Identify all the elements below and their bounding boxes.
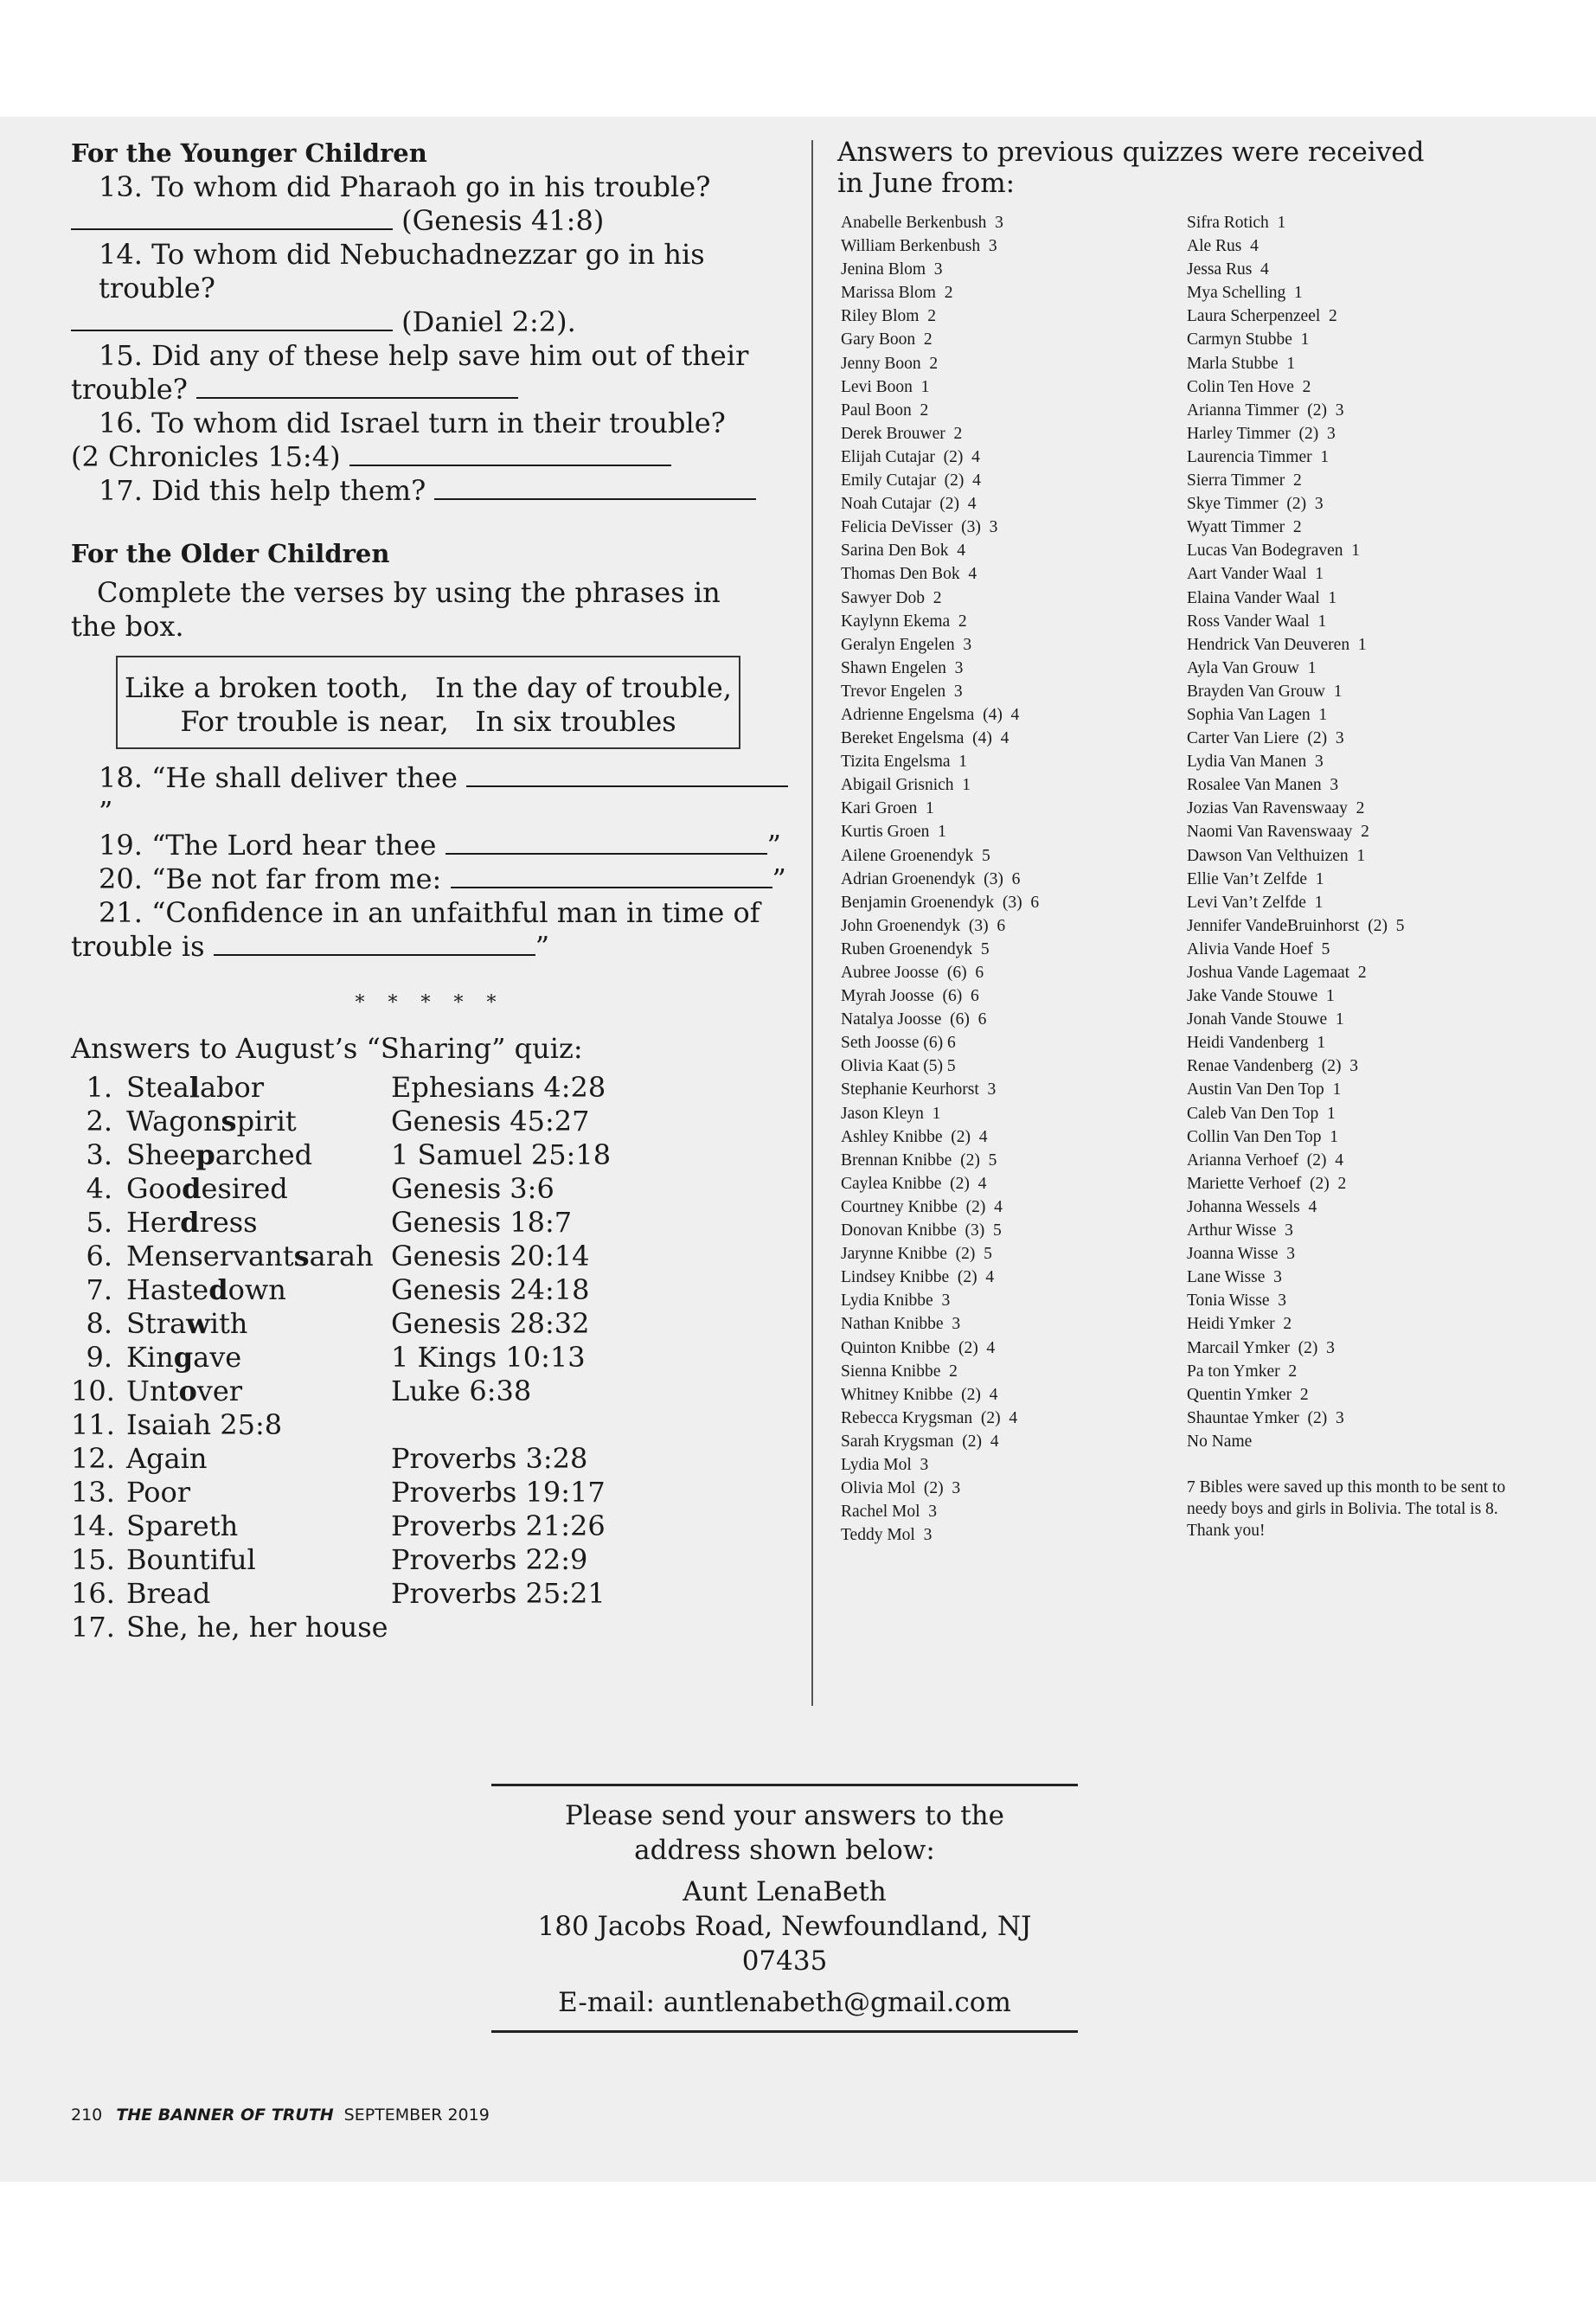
name-entry: Lydia Mol 3 bbox=[841, 1455, 929, 1474]
name-entry: Harley Timmer (2) 3 bbox=[1187, 424, 1336, 443]
answer-word: Poor bbox=[126, 1476, 191, 1509]
answer-reference: Ephesians 4:28 bbox=[391, 1071, 606, 1104]
name-entry: Paul Boon 2 bbox=[841, 401, 929, 420]
question-14 bbox=[71, 238, 789, 305]
name-entry: Adrienne Engelsma (4) 4 bbox=[841, 705, 1020, 724]
answer-reference: Genesis 18:7 bbox=[391, 1206, 573, 1239]
name-entry: Lydia Knibbe 3 bbox=[841, 1292, 951, 1311]
question-13-text: 13. To whom did Pharaoh go in his trouble? bbox=[99, 170, 711, 203]
name-entry: Abigail Grisnich 1 bbox=[841, 776, 971, 795]
question-16-text: 16. To whom did Israel turn in their trouble? bbox=[99, 407, 726, 439]
question-17 bbox=[71, 474, 789, 508]
phrase-box-line2: For trouble is near, In six troubles bbox=[180, 705, 676, 738]
answer-word: Stealabor bbox=[126, 1071, 265, 1104]
left-column bbox=[71, 137, 789, 1644]
name-entry: Carter Van Liere (2) 3 bbox=[1187, 729, 1344, 748]
answer-row bbox=[71, 1071, 789, 1105]
name-entry: Ross Vander Waal 1 bbox=[1187, 612, 1327, 631]
phrase-box-line1: Like a broken tooth, In the day of trouble, bbox=[125, 671, 732, 704]
name-entry: Kurtis Groen 1 bbox=[841, 823, 946, 842]
answer-row bbox=[71, 1476, 789, 1509]
question-18 bbox=[71, 761, 789, 829]
question-21-text: 21. “Confidence in an unfaithful man in time of bbox=[99, 896, 760, 929]
name-entry: Mariette Verhoef (2) 2 bbox=[1187, 1174, 1347, 1193]
name-entry: Naomi Van Ravenswaay 2 bbox=[1187, 823, 1369, 842]
answer-row bbox=[71, 1138, 789, 1172]
name-entry: No Name bbox=[1187, 1432, 1253, 1451]
close-quote: ” bbox=[535, 930, 550, 963]
answer-reference: 1 Kings 10:13 bbox=[391, 1341, 586, 1374]
answer-number: 10. bbox=[71, 1375, 115, 1407]
name-entry: Tizita Engelsma 1 bbox=[841, 753, 968, 772]
name-entry: Rosalee Van Manen 3 bbox=[1187, 776, 1339, 795]
name-entry: Heidi Vandenberg 1 bbox=[1187, 1034, 1326, 1053]
answer-row bbox=[71, 1442, 789, 1476]
name-entry: Lane Wisse 3 bbox=[1187, 1268, 1282, 1287]
answer-number: 3. bbox=[86, 1138, 112, 1171]
name-entry: Whitney Knibbe (2) 4 bbox=[841, 1385, 998, 1404]
name-entry: Lindsey Knibbe (2) 4 bbox=[841, 1268, 995, 1287]
issue-date: SEPTEMBER 2019 bbox=[343, 2106, 490, 2125]
name-entry: Ale Rus 4 bbox=[1187, 237, 1259, 256]
answer-number: 6. bbox=[86, 1240, 112, 1272]
names-column-2 bbox=[1187, 211, 1524, 1541]
answer-blank[interactable] bbox=[349, 444, 671, 466]
answer-number: 13. bbox=[71, 1476, 115, 1509]
name-entry: Quinton Knibbe (2) 4 bbox=[841, 1338, 996, 1357]
answer-reference: Proverbs 22:9 bbox=[391, 1543, 588, 1576]
older-heading: For the Older Children bbox=[71, 539, 390, 568]
name-entry: Hendrick Van Deuveren 1 bbox=[1187, 635, 1367, 654]
name-entry: Natalya Joosse (6) 6 bbox=[841, 1010, 987, 1029]
answer-number: 15. bbox=[71, 1543, 115, 1576]
name-entry: Jason Kleyn 1 bbox=[841, 1104, 941, 1123]
name-entry: Gary Boon 2 bbox=[841, 330, 933, 349]
answer-blank[interactable] bbox=[445, 832, 767, 855]
name-entry: Alivia Vande Hoef 5 bbox=[1187, 939, 1330, 958]
answer-word: Herdress bbox=[126, 1206, 258, 1239]
name-entry: Elaina Vander Waal 1 bbox=[1187, 588, 1337, 607]
question-13-answer bbox=[71, 204, 789, 238]
name-entry: Jenina Blom 3 bbox=[841, 260, 943, 279]
name-entry: Sawyer Dob 2 bbox=[841, 588, 942, 607]
question-13-ref: (Genesis 41:8) bbox=[401, 204, 605, 237]
answer-blank[interactable] bbox=[466, 765, 788, 787]
footer-line1: Please send your answers to the bbox=[564, 1800, 1004, 1831]
name-entry: Jozias Van Ravenswaay 2 bbox=[1187, 799, 1365, 818]
answer-number: 16. bbox=[71, 1577, 115, 1610]
received-heading-line2: in June from: bbox=[837, 168, 1016, 199]
name-entry: Donovan Knibbe (3) 5 bbox=[841, 1221, 1002, 1240]
name-entry: Seth Joosse (6) 6 bbox=[841, 1034, 956, 1053]
question-15 bbox=[71, 339, 789, 373]
name-entry: Caylea Knibbe (2) 4 bbox=[841, 1174, 987, 1193]
name-entry: Austin Van Den Top 1 bbox=[1187, 1080, 1342, 1099]
question-14-ref: (Daniel 2:2). bbox=[401, 305, 576, 338]
question-14-text: 14. To whom did Nebuchadnezzar go in his trouble? bbox=[99, 238, 705, 304]
question-14-answer bbox=[71, 305, 789, 339]
question-19-text: 19. “The Lord hear thee bbox=[99, 829, 437, 862]
name-entry: Levi Boon 1 bbox=[841, 377, 930, 396]
name-entry: Arianna Timmer (2) 3 bbox=[1187, 401, 1344, 420]
answer-word: Bountiful bbox=[126, 1543, 256, 1576]
answer-row bbox=[71, 1611, 789, 1644]
answer-row bbox=[71, 1240, 789, 1273]
close-quote: ” bbox=[99, 795, 113, 828]
name-entry: Quentin Ymker 2 bbox=[1187, 1385, 1309, 1404]
name-entry: Emily Cutajar (2) 4 bbox=[841, 471, 981, 490]
names-column-1 bbox=[841, 211, 1178, 1547]
page-footer bbox=[71, 2106, 490, 2125]
name-entry: Aubree Joosse (6) 6 bbox=[841, 964, 984, 982]
name-entry: Brayden Van Grouw 1 bbox=[1187, 682, 1343, 701]
answers-list bbox=[71, 1071, 789, 1644]
answer-word: Sheeparched bbox=[126, 1138, 313, 1171]
question-16-ref: (2 Chronicles 15:4) bbox=[71, 440, 341, 473]
answer-blank[interactable] bbox=[451, 866, 772, 888]
send-answers-text bbox=[491, 1786, 1078, 2030]
answer-word: Kingave bbox=[126, 1341, 242, 1374]
name-entry: Adrian Groenendyk (3) 6 bbox=[841, 869, 1021, 888]
name-entry: Olivia Kaat (5) 5 bbox=[841, 1057, 956, 1076]
name-entry: Nathan Knibbe 3 bbox=[841, 1315, 961, 1334]
name-entry: Noah Cutajar (2) 4 bbox=[841, 495, 977, 514]
question-17-text: 17. Did this help them? bbox=[99, 474, 426, 507]
name-entry: Shawn Engelen 3 bbox=[841, 658, 964, 677]
answer-row bbox=[71, 1577, 789, 1611]
name-entry: Wyatt Timmer 2 bbox=[1187, 518, 1302, 537]
name-entry: Sienna Knibbe 2 bbox=[841, 1362, 958, 1381]
name-entry: Heidi Ymker 2 bbox=[1187, 1315, 1292, 1334]
answer-word: Goodesired bbox=[126, 1172, 288, 1205]
answer-number: 5. bbox=[86, 1206, 112, 1239]
name-entry: Sarina Den Bok 4 bbox=[841, 542, 966, 561]
name-entry: Ailene Groenendyk 5 bbox=[841, 846, 990, 865]
name-entry: Olivia Mol (2) 3 bbox=[841, 1479, 961, 1498]
name-entry: Laurencia Timmer 1 bbox=[1187, 447, 1330, 466]
name-entry: Ayla Van Grouw 1 bbox=[1187, 658, 1317, 677]
name-entry: Tonia Wisse 3 bbox=[1187, 1292, 1287, 1311]
answer-word: Strawith bbox=[126, 1307, 248, 1340]
close-quote: ” bbox=[772, 862, 786, 895]
name-entry: William Berkenbush 3 bbox=[841, 237, 997, 256]
answer-word: Untover bbox=[126, 1375, 243, 1407]
answer-blank[interactable] bbox=[434, 478, 756, 500]
magazine-title: THE BANNER OF TRUTH bbox=[116, 2106, 334, 2125]
name-entry: Kari Groen 1 bbox=[841, 799, 934, 818]
footer-name: Aunt LenaBeth bbox=[683, 1876, 887, 1907]
question-16-answer bbox=[71, 440, 789, 474]
name-entry: Ashley Knibbe (2) 4 bbox=[841, 1127, 988, 1146]
answer-row bbox=[71, 1273, 789, 1307]
name-entry: Bereket Engelsma (4) 4 bbox=[841, 729, 1010, 748]
answer-reference bbox=[391, 1611, 789, 1644]
bottom-rule bbox=[491, 2030, 1078, 2033]
older-intro-line1: Complete the verses by using the phrases in bbox=[97, 576, 721, 609]
name-entry: Colin Ten Hove 2 bbox=[1187, 377, 1311, 396]
answer-word: Bread bbox=[126, 1577, 211, 1610]
answer-reference: Proverbs 25:21 bbox=[391, 1577, 606, 1610]
name-entry: Dawson Van Velthuizen 1 bbox=[1187, 846, 1366, 865]
name-entry: Mya Schelling 1 bbox=[1187, 284, 1303, 303]
answer-blank[interactable] bbox=[71, 309, 393, 331]
name-entry: Sophia Van Lagen 1 bbox=[1187, 705, 1328, 724]
name-entry: Renae Vandenberg (2) 3 bbox=[1187, 1057, 1359, 1076]
footer-address: 180 Jacobs Road, Newfoundland, NJ 07435 bbox=[537, 1911, 1032, 1977]
answer-number: 2. bbox=[86, 1105, 112, 1138]
name-entry: Geralyn Engelen 3 bbox=[841, 635, 972, 654]
answer-reference: Luke 6:38 bbox=[391, 1375, 532, 1407]
answer-reference: Genesis 20:14 bbox=[391, 1240, 590, 1272]
name-entry: Ellie Van’t Zelfde 1 bbox=[1187, 869, 1324, 888]
answer-reference: Genesis 3:6 bbox=[391, 1172, 554, 1205]
question-20-text: 20. “Be not far from me: bbox=[99, 862, 442, 895]
name-entry: Sierra Timmer 2 bbox=[1187, 471, 1302, 490]
column-divider bbox=[811, 140, 813, 1706]
question-21 bbox=[71, 896, 789, 930]
name-entry: Rachel Mol 3 bbox=[841, 1503, 938, 1522]
name-entry: Stephanie Keurhorst 3 bbox=[841, 1080, 997, 1099]
name-entry: Joshua Vande Lagemaat 2 bbox=[1187, 964, 1367, 982]
name-entry: Laura Scherpenzeel 2 bbox=[1187, 307, 1337, 326]
answer-number: 17. bbox=[71, 1611, 115, 1644]
answer-row bbox=[71, 1105, 789, 1138]
question-15-text-2: trouble? bbox=[71, 373, 188, 406]
name-entry: Jarynne Knibbe (2) 5 bbox=[841, 1245, 992, 1264]
footer-email[interactable]: E-mail: auntlenabeth@gmail.com bbox=[558, 1987, 1011, 2018]
answer-reference: Proverbs 3:28 bbox=[391, 1442, 588, 1475]
phrase-box bbox=[116, 656, 740, 749]
answer-row bbox=[71, 1408, 789, 1442]
answer-reference: Genesis 24:18 bbox=[391, 1273, 590, 1306]
name-entry: Levi Van’t Zelfde 1 bbox=[1187, 893, 1324, 912]
name-entry: Jenny Boon 2 bbox=[841, 354, 939, 373]
answer-reference: 1 Samuel 25:18 bbox=[391, 1138, 612, 1171]
bibles-note: 7 Bibles were saved up this month to be sent to needy boys and girls in Bolivia. The total is 8. Thank you! bbox=[1187, 1477, 1506, 1540]
name-entry: Jake Vande Stouwe 1 bbox=[1187, 987, 1335, 1006]
answer-blank[interactable] bbox=[71, 208, 393, 230]
name-entry: Pa ton Ymker 2 bbox=[1187, 1362, 1298, 1381]
answer-number: 9. bbox=[86, 1341, 112, 1374]
question-20 bbox=[71, 862, 789, 896]
question-15-text: 15. Did any of these help save him out of their bbox=[99, 339, 749, 372]
name-entry: Sarah Krygsman (2) 4 bbox=[841, 1432, 999, 1451]
name-entry: Kaylynn Ekema 2 bbox=[841, 612, 967, 631]
section-separator: * * * * * bbox=[355, 992, 505, 1014]
name-entry: Marcail Ymker (2) 3 bbox=[1187, 1338, 1335, 1357]
answer-reference bbox=[391, 1408, 789, 1442]
answer-number: 4. bbox=[86, 1172, 112, 1205]
question-19 bbox=[71, 829, 789, 862]
name-entry: Arianna Verhoef (2) 4 bbox=[1187, 1150, 1344, 1170]
name-entry: Johanna Wessels 4 bbox=[1187, 1197, 1317, 1216]
younger-heading: For the Younger Children bbox=[71, 138, 427, 168]
name-entry: Caleb Van Den Top 1 bbox=[1187, 1104, 1336, 1123]
name-entry: Collin Van Den Top 1 bbox=[1187, 1127, 1339, 1146]
received-heading-line1: Answers to previous quizzes were received bbox=[837, 137, 1425, 168]
name-entry: Rebecca Krygsman (2) 4 bbox=[841, 1408, 1018, 1427]
answer-row bbox=[71, 1206, 789, 1240]
answer-row bbox=[71, 1375, 789, 1408]
name-entry: Courtney Knibbe (2) 4 bbox=[841, 1197, 1003, 1216]
name-entry: Lydia Van Manen 3 bbox=[1187, 753, 1324, 772]
answer-number: 14. bbox=[71, 1509, 115, 1542]
page-number: 210 bbox=[71, 2106, 103, 2125]
answer-word: Hastedown bbox=[126, 1273, 286, 1306]
answer-number: 7. bbox=[86, 1273, 112, 1306]
name-entry: Anabelle Berkenbush 3 bbox=[841, 214, 1003, 232]
name-entry: Teddy Mol 3 bbox=[841, 1526, 933, 1545]
name-entry: Shauntae Ymker (2) 3 bbox=[1187, 1408, 1344, 1427]
question-21-text-2: trouble is bbox=[71, 930, 205, 963]
answer-number: 11. bbox=[71, 1408, 115, 1441]
send-answers-box bbox=[491, 1784, 1078, 2033]
older-intro-line2: the box. bbox=[71, 610, 184, 643]
right-column bbox=[837, 137, 1529, 1545]
answer-blank[interactable] bbox=[196, 376, 518, 399]
name-entry: Felicia DeVisser (3) 3 bbox=[841, 518, 998, 537]
footer-line2: address shown below: bbox=[634, 1835, 935, 1866]
name-entry: Benjamin Groenendyk (3) 6 bbox=[841, 893, 1040, 912]
answer-number: 1. bbox=[86, 1071, 112, 1104]
name-entry: Lucas Van Bodegraven 1 bbox=[1187, 542, 1360, 561]
question-18-text: 18. “He shall deliver thee bbox=[99, 761, 458, 794]
answer-word: Isaiah 25:8 bbox=[126, 1408, 283, 1441]
answer-row bbox=[71, 1509, 789, 1543]
name-entry: Myrah Joosse (6) 6 bbox=[841, 987, 979, 1006]
question-15-answer bbox=[71, 373, 789, 407]
name-entry: John Groenendyk (3) 6 bbox=[841, 916, 1006, 935]
name-entry: Jonah Vande Stouwe 1 bbox=[1187, 1010, 1344, 1029]
name-entry: Sifra Rotich 1 bbox=[1187, 214, 1286, 232]
question-13 bbox=[71, 170, 789, 204]
name-entry: Skye Timmer (2) 3 bbox=[1187, 495, 1324, 514]
answers-heading: Answers to August’s “Sharing” quiz: bbox=[71, 1032, 583, 1065]
name-entry: Ruben Groenendyk 5 bbox=[841, 939, 990, 958]
name-entry: Thomas Den Bok 4 bbox=[841, 565, 977, 584]
answer-word: Menservantsarah bbox=[126, 1240, 374, 1272]
name-entry: Jennifer VandeBruinhorst (2) 5 bbox=[1187, 916, 1405, 935]
answer-word: She, he, her house bbox=[126, 1611, 388, 1644]
answer-number: 8. bbox=[86, 1307, 112, 1340]
answer-reference: Proverbs 21:26 bbox=[391, 1509, 606, 1542]
name-entry: Trevor Engelen 3 bbox=[841, 682, 963, 701]
answer-word: Wagonspirit bbox=[126, 1105, 297, 1138]
name-entry: Carmyn Stubbe 1 bbox=[1187, 330, 1310, 349]
answer-word: Spareth bbox=[126, 1509, 239, 1542]
answer-row bbox=[71, 1341, 789, 1375]
answer-reference: Genesis 45:27 bbox=[391, 1105, 590, 1138]
question-21-answer bbox=[71, 930, 789, 964]
answer-blank[interactable] bbox=[214, 933, 535, 956]
name-entry: Derek Brouwer 2 bbox=[841, 424, 963, 443]
name-entry: Joanna Wisse 3 bbox=[1187, 1245, 1296, 1264]
name-entry: Marla Stubbe 1 bbox=[1187, 354, 1296, 373]
answer-row bbox=[71, 1543, 789, 1577]
name-entry: Riley Blom 2 bbox=[841, 307, 936, 326]
name-entry: Brennan Knibbe (2) 5 bbox=[841, 1150, 997, 1170]
name-entry: Marissa Blom 2 bbox=[841, 284, 953, 303]
answer-number: 12. bbox=[71, 1442, 115, 1475]
close-quote: ” bbox=[766, 829, 781, 862]
answer-row bbox=[71, 1172, 789, 1206]
name-entry: Arthur Wisse 3 bbox=[1187, 1221, 1293, 1240]
answer-row bbox=[71, 1307, 789, 1341]
name-entry: Aart Vander Waal 1 bbox=[1187, 565, 1324, 584]
answer-reference: Proverbs 19:17 bbox=[391, 1476, 606, 1509]
name-entry: Elijah Cutajar (2) 4 bbox=[841, 447, 980, 466]
name-entry: Jessa Rus 4 bbox=[1187, 260, 1269, 279]
question-16 bbox=[71, 407, 789, 440]
answer-reference: Genesis 28:32 bbox=[391, 1307, 590, 1340]
answer-word: Again bbox=[126, 1442, 208, 1475]
